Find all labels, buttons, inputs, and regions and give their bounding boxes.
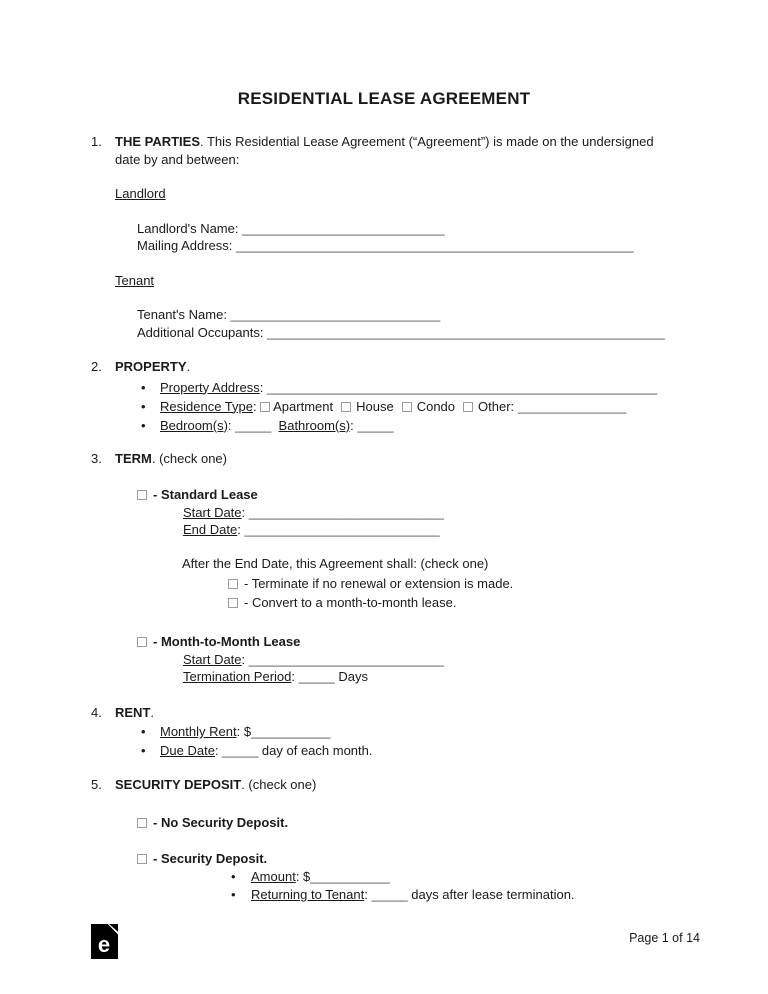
eforms-logo-letter: e [97,931,111,957]
property-address-blank[interactable]: ______________________________________________________ [266,379,658,395]
security-deposit-row: - Security Deposit. [137,850,708,868]
property-bullets [91,378,708,435]
landlord-subheading: Landlord [115,186,166,201]
checkbox-no-security-deposit[interactable] [137,818,147,828]
checkbox-other[interactable] [463,402,473,412]
additional-occupants-blank[interactable]: _______________________________________________________ [267,324,665,340]
tenant-name-row: Tenant's Name: _____________________________ [137,307,441,322]
landlord-name-row: Landlord's Name: ____________________________ [137,220,445,236]
month-to-month-block [137,633,708,686]
eforms-logo-icon [91,924,118,959]
checkbox-security-deposit[interactable] [137,854,147,864]
section-parties-intro: THE PARTIES. This Residential Lease Agreement (“Agreement”) is made on the undersigned date by and between: [115,134,654,167]
due-date-row: • Due Date: _____ day of each month. [141,742,708,761]
checkbox-house[interactable] [341,402,351,412]
deposit-amount-row: • Amount: $___________ [231,868,708,887]
standard-start-date-blank[interactable]: ___________________________ [248,504,444,520]
section-rent-heading: RENT [115,704,151,720]
bullet-icon: • [231,887,236,902]
mailing-address-row: Mailing Address: _______________________________________________________ [137,238,634,253]
standard-lease-row: - Standard Lease [137,486,708,504]
checkbox-standard-lease[interactable] [137,490,147,500]
due-date-blank[interactable]: _____ [222,742,259,758]
returning-to-tenant-row: • Returning to Tenant: _____ days after lease termination. [231,886,708,905]
security-deposit-block [137,850,708,905]
section-number: 3. [91,450,102,466]
property-address-row: • Property Address: ______________________________________________________ [141,379,658,395]
bullet-icon: • [141,724,146,739]
deposit-amount-blank[interactable]: ___________ [310,868,390,884]
section-number: 2. [91,359,102,374]
mtm-start-date-row: Start Date: ___________________________ [183,651,444,667]
month-to-month-row: - Month-to-Month Lease [137,633,708,651]
bedrooms-blank[interactable]: _____ [235,417,272,433]
no-security-deposit-row: - No Security Deposit. [137,814,708,832]
standard-lease-block [137,486,708,539]
section-parties-heading: THE PARTIES [115,134,200,149]
residence-other-blank[interactable]: _______________ [517,398,627,414]
bathrooms-blank[interactable]: _____ [357,417,394,433]
section-number: 4. [91,704,102,720]
terminate-option-row: - Terminate if no renewal or extension is made. [228,574,708,593]
section-security-deposit: 5. SECURITY DEPOSIT. (check one) - No Security Deposit. - Security Deposit. • Amount: $___________ • Returning to Tenant: _____ days after lease termination. [91,776,708,905]
bullet-icon: • [141,742,146,758]
landlord-fields [137,220,708,255]
convert-option-row: - Convert to a month-to-month lease. [228,593,708,612]
after-end-date-block [182,555,708,613]
additional-occupants-row: Additional Occupants: _______________________________________________________ [137,324,665,340]
section-number: 1. [91,134,102,149]
bullet-icon: • [141,417,146,433]
monthly-rent-row: • Monthly Rent: $___________ [141,723,708,742]
mailing-address-blank[interactable]: _______________________________________________________ [236,238,634,253]
section-deposit-heading: SECURITY DEPOSIT [115,777,242,792]
checkbox-convert-month-to-month[interactable] [228,598,238,608]
section-property-heading: PROPERTY [115,359,187,374]
bullet-icon: • [231,868,236,884]
standard-end-date-row: End Date: ___________________________ [183,522,440,537]
mtm-start-date-blank[interactable]: ___________________________ [248,651,444,667]
standard-end-date-blank[interactable]: ___________________________ [244,522,440,537]
bedrooms-bathrooms-row: • Bedroom(s): _____ Bathroom(s): _____ [141,417,394,433]
checkbox-terminate[interactable] [228,579,238,589]
tenant-name-blank[interactable]: _____________________________ [230,307,441,322]
checkbox-condo[interactable] [402,402,412,412]
termination-period-row: Termination Period: _____ Days [183,669,369,684]
returning-to-tenant-blank[interactable]: _____ [371,887,408,902]
section-number: 5. [91,777,102,792]
section-rent: 4. RENT. • Monthly Rent: $___________ • Due Date: _____ day of each month. [91,704,708,761]
checkbox-month-to-month-lease[interactable] [137,637,147,647]
section-term: 3. TERM. (check one) - Standard Lease Start Date: ___________________________ End Date: ___________________________ After the End Date, this Agreement shall: (check one) - Terminate if no renewal or extension is made. - Convert to a month-to-month lease. - Month-to-Month Lease Start Date: ___________________________ Termination Period: _____ Days [91,450,708,686]
standard-start-date-row: Start Date: ___________________________ [183,504,444,520]
section-property: 2. PROPERTY. • Property Address: ______________________________________________________ • Residence Type: Apartment House Condo Other: _______________ • Bedroom(s): _____ Bathroom(s): _____ [91,358,708,435]
checkbox-apartment[interactable] [260,402,270,412]
after-end-date-text: After the End Date, this Agreement shall: (check one) [182,555,489,571]
section-parties [91,133,708,341]
page-number: Page 1 of 14 [629,931,700,945]
monthly-rent-blank[interactable]: ___________ [251,724,331,739]
landlord-name-blank[interactable]: ____________________________ [242,220,445,236]
section-term-heading: TERM [115,450,152,466]
termination-period-blank[interactable]: _____ [298,669,335,684]
document-title: RESIDENTIAL LEASE AGREEMENT [237,89,531,108]
tenant-fields [137,306,708,341]
tenant-subheading: Tenant [115,272,155,288]
rent-bullets [91,723,708,760]
bullet-icon: • [141,379,146,395]
residence-type-row: • Residence Type: Apartment House Condo Other: _______________ [141,398,627,414]
bullet-icon: • [141,398,146,414]
